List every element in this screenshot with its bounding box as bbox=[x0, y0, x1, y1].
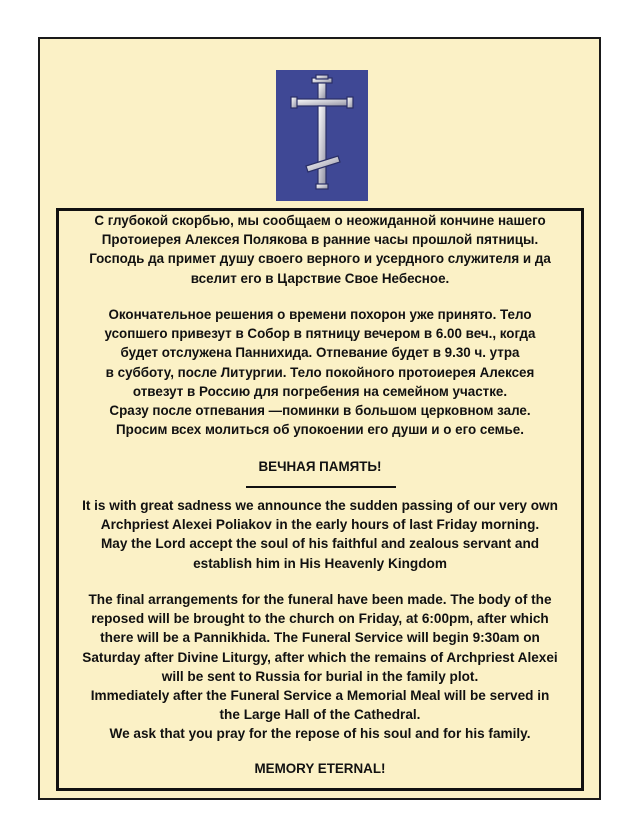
english-heading: MEMORY ETERNAL! bbox=[254, 761, 386, 776]
orthodox-cross-icon bbox=[276, 70, 368, 201]
announcement-box bbox=[56, 208, 584, 791]
russian-paragraph-2: Окончательное решения о времени похорон уже принято. Тело усопшего привезут в Собор в пятницу вечером в 6.00 веч., когда будет отслужена Паннихида. Отпевание будет в 9.30 ч. утра в субботу, после Литургии. Тело покойного протоиерея Алексея отвезут в Россию для погребения на семейном участке. Сразу после отпевания —поминки в большом церковном зале. Просим всех молиться об упокоении его души и о его семье. bbox=[104, 307, 536, 438]
divider-line bbox=[246, 486, 396, 488]
russian-heading: ВЕЧНАЯ ПАМЯТЬ! bbox=[258, 459, 382, 474]
russian-paragraph-1: С глубокой скорбью, мы сообщаем о неожиданной кончине нашего Протоиерея Алексея Полякова в ранние часы прошлой пятницы. Господь да примет душу своего верного и усердного служителя и да вселит его в Царствие Свое Небесное. bbox=[89, 213, 551, 286]
english-paragraph-2: The final arrangements for the funeral have been made. The body of the reposed will be brought to the church on Friday, at 6:00pm, after which there will be a Pannikhida. The Funeral Service will begin 9:30am on Saturday after Divine Liturgy, after which the remains of Archpriest Alexei will be sent to Russia for burial in the family plot. Immediately after the Funeral Service a Memorial Meal will be served in the Large Hall of the Cathedral. We ask that you pray for the repose of his soul and for his family. bbox=[82, 592, 558, 742]
english-paragraph-1: It is with great sadness we announce the sudden passing of our very own Archpriest Alexei Poliakov in the early hours of last Friday morning. May the Lord accept the soul of his faithful and zealous servant and establish him in His Heavenly Kingdom bbox=[82, 498, 558, 571]
